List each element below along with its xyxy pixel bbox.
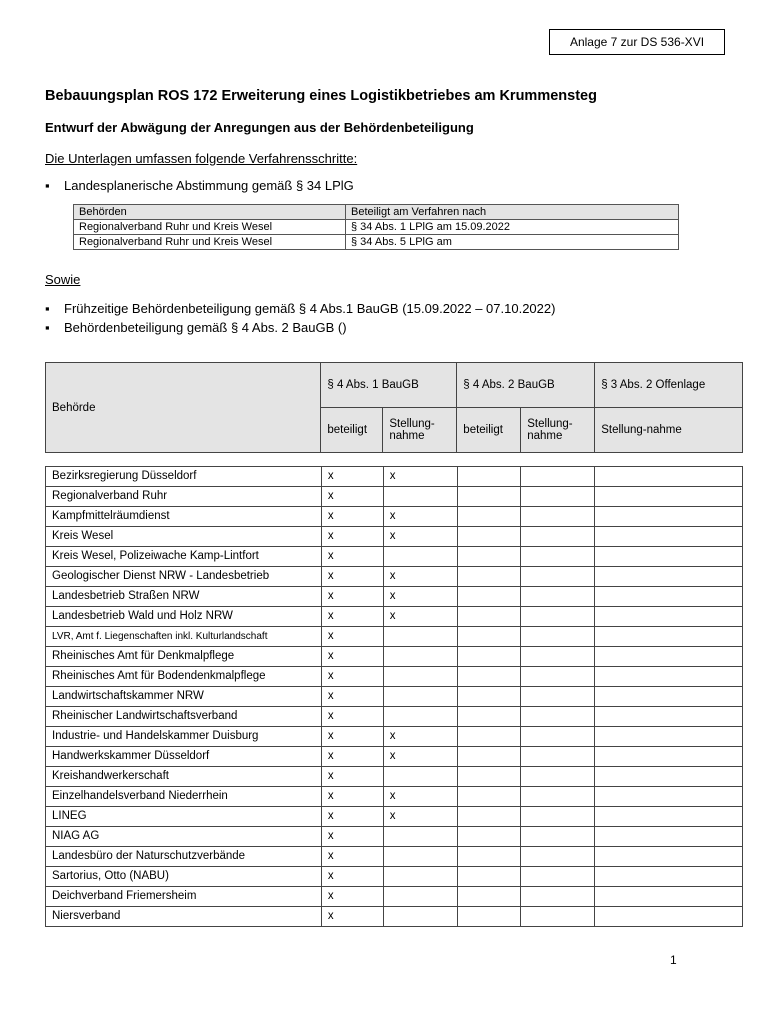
statement-3-2-cell bbox=[595, 467, 743, 487]
participated-4-2-cell bbox=[457, 627, 521, 647]
statement-4-2-cell bbox=[521, 907, 595, 927]
document-title: Bebauungsplan ROS 172 Erweiterung eines Logistikbetriebes am Krummensteg bbox=[45, 88, 597, 104]
section-heading-also: Sowie bbox=[45, 272, 81, 287]
statement-3-2-cell bbox=[595, 707, 743, 727]
participated-4-2-cell bbox=[457, 487, 521, 507]
table-cell: § 34 Abs. 5 LPlG am bbox=[346, 235, 679, 250]
participated-4-2-cell bbox=[457, 787, 521, 807]
table-row bbox=[74, 235, 679, 250]
column-group-4-2: § 4 Abs. 2 BauGB bbox=[457, 363, 595, 408]
participated-4-1-cell: x bbox=[321, 627, 383, 647]
statement-4-1-cell: x bbox=[383, 607, 457, 627]
statement-4-1-cell: x bbox=[383, 587, 457, 607]
subheader-statement: Stellung-nahme bbox=[521, 408, 595, 453]
participated-4-1-cell: x bbox=[321, 567, 383, 587]
table-row bbox=[46, 607, 743, 627]
statement-3-2-cell bbox=[595, 867, 743, 887]
participated-4-2-cell bbox=[457, 827, 521, 847]
table-row bbox=[46, 867, 743, 887]
participated-4-1-cell: x bbox=[321, 667, 383, 687]
participated-4-1-cell: x bbox=[321, 887, 383, 907]
statement-4-1-cell: x bbox=[383, 787, 457, 807]
participated-4-2-cell bbox=[457, 527, 521, 547]
statement-3-2-cell bbox=[595, 767, 743, 787]
statement-3-2-cell bbox=[595, 887, 743, 907]
participated-4-2-cell bbox=[457, 847, 521, 867]
table-row bbox=[74, 220, 679, 235]
statement-4-2-cell bbox=[521, 767, 595, 787]
statement-3-2-cell bbox=[595, 747, 743, 767]
table-row bbox=[46, 687, 743, 707]
participated-4-1-cell: x bbox=[321, 647, 383, 667]
column-group-4-1: § 4 Abs. 1 BauGB bbox=[321, 363, 457, 408]
participated-4-1-cell: x bbox=[321, 867, 383, 887]
participated-4-2-cell bbox=[457, 607, 521, 627]
statement-4-1-cell bbox=[383, 687, 457, 707]
statement-4-1-cell: x bbox=[383, 747, 457, 767]
participated-4-2-cell bbox=[457, 807, 521, 827]
page-number: 1 bbox=[670, 953, 677, 967]
participated-4-1-cell: x bbox=[321, 587, 383, 607]
statement-4-2-cell bbox=[521, 867, 595, 887]
participated-4-2-cell bbox=[457, 467, 521, 487]
statement-3-2-cell bbox=[595, 567, 743, 587]
participated-4-1-cell: x bbox=[321, 787, 383, 807]
subheader-participated: beteiligt bbox=[321, 408, 383, 453]
participated-4-2-cell bbox=[457, 507, 521, 527]
authority-name-cell: NIAG AG bbox=[46, 827, 322, 847]
statement-3-2-cell bbox=[595, 847, 743, 867]
statement-4-2-cell bbox=[521, 667, 595, 687]
authority-name-cell: Kampfmittelräumdienst bbox=[46, 507, 322, 527]
participated-4-1-cell: x bbox=[321, 907, 383, 927]
statement-3-2-cell bbox=[595, 587, 743, 607]
statement-4-2-cell bbox=[521, 747, 595, 767]
statement-4-2-cell bbox=[521, 587, 595, 607]
column-header-authority: Behörde bbox=[46, 363, 321, 453]
statement-4-2-cell bbox=[521, 707, 595, 727]
authority-name-cell: Rheinisches Amt für Denkmalpflege bbox=[46, 647, 322, 667]
statement-3-2-cell bbox=[595, 627, 743, 647]
participated-4-1-cell: x bbox=[321, 747, 383, 767]
table-cell: § 34 Abs. 1 LPlG am 15.09.2022 bbox=[346, 220, 679, 235]
statement-4-2-cell bbox=[521, 627, 595, 647]
statement-4-1-cell bbox=[383, 487, 457, 507]
subheader-participated: beteiligt bbox=[457, 408, 521, 453]
participated-4-2-cell bbox=[457, 747, 521, 767]
authority-name-cell: Kreis Wesel, Polizeiwache Kamp-Lintfort bbox=[46, 547, 322, 567]
statement-3-2-cell bbox=[595, 827, 743, 847]
bullet-text: Landesplanerische Abstimmung gemäß § 34 LPlG bbox=[64, 178, 354, 193]
authority-name-cell: Sartorius, Otto (NABU) bbox=[46, 867, 322, 887]
statement-4-2-cell bbox=[521, 887, 595, 907]
participated-4-2-cell bbox=[457, 727, 521, 747]
statement-3-2-cell bbox=[595, 547, 743, 567]
table-row bbox=[46, 827, 743, 847]
column-group-3-2: § 3 Abs. 2 Offenlage bbox=[595, 363, 743, 408]
subheader-statement: Stellung-nahme bbox=[595, 408, 743, 453]
authority-name-cell: Rheinisches Amt für Bodendenkmalpflege bbox=[46, 667, 322, 687]
participated-4-1-cell: x bbox=[321, 467, 383, 487]
statement-4-2-cell bbox=[521, 647, 595, 667]
table-row bbox=[46, 627, 743, 647]
participated-4-1-cell: x bbox=[321, 707, 383, 727]
statement-3-2-cell bbox=[595, 807, 743, 827]
statement-4-2-cell bbox=[521, 807, 595, 827]
table-row bbox=[46, 527, 743, 547]
authority-name-cell: Landwirtschaftskammer NRW bbox=[46, 687, 322, 707]
participated-4-2-cell bbox=[457, 687, 521, 707]
table-row bbox=[46, 767, 743, 787]
authority-name-cell: Niersverband bbox=[46, 907, 322, 927]
participated-4-1-cell: x bbox=[321, 507, 383, 527]
participated-4-2-cell bbox=[457, 767, 521, 787]
statement-4-2-cell bbox=[521, 727, 595, 747]
statement-4-2-cell bbox=[521, 787, 595, 807]
statement-4-1-cell bbox=[383, 627, 457, 647]
statement-3-2-cell bbox=[595, 487, 743, 507]
table-row bbox=[46, 547, 743, 567]
participated-4-2-cell bbox=[457, 547, 521, 567]
statement-4-1-cell bbox=[383, 547, 457, 567]
authority-name-cell: Kreis Wesel bbox=[46, 527, 322, 547]
statement-4-1-cell bbox=[383, 707, 457, 727]
authority-name-cell: Geologischer Dienst NRW - Landesbetrieb bbox=[46, 567, 322, 587]
bullet-text: Behördenbeteiligung gemäß § 4 Abs. 2 BauGB () bbox=[64, 320, 347, 335]
statement-4-1-cell bbox=[383, 907, 457, 927]
statement-4-1-cell bbox=[383, 667, 457, 687]
column-header-participated: Beteiligt am Verfahren nach bbox=[346, 205, 679, 220]
statement-4-2-cell bbox=[521, 847, 595, 867]
table-row bbox=[46, 787, 743, 807]
statement-4-1-cell bbox=[383, 827, 457, 847]
table-row bbox=[46, 847, 743, 867]
authority-name-cell: Einzelhandelsverband Niederrhein bbox=[46, 787, 322, 807]
bullet-icon: ▪ bbox=[45, 301, 50, 316]
table-row bbox=[46, 467, 743, 487]
statement-4-1-cell bbox=[383, 867, 457, 887]
authority-name-cell: Deichverband Friemersheim bbox=[46, 887, 322, 907]
subheader-statement: Stellung-nahme bbox=[383, 408, 457, 453]
statement-4-2-cell bbox=[521, 827, 595, 847]
document-subtitle: Entwurf der Abwägung der Anregungen aus der Behördenbeteiligung bbox=[45, 120, 474, 135]
statement-4-2-cell bbox=[521, 527, 595, 547]
participated-4-1-cell: x bbox=[321, 527, 383, 547]
table-row bbox=[46, 727, 743, 747]
statement-4-2-cell bbox=[521, 687, 595, 707]
statement-3-2-cell bbox=[595, 727, 743, 747]
bullet-item-participation bbox=[45, 320, 347, 335]
participated-4-1-cell: x bbox=[321, 487, 383, 507]
statement-3-2-cell bbox=[595, 607, 743, 627]
statement-4-2-cell bbox=[521, 487, 595, 507]
statement-4-2-cell bbox=[521, 507, 595, 527]
authority-name-cell: Regionalverband Ruhr bbox=[46, 487, 322, 507]
statement-3-2-cell bbox=[595, 687, 743, 707]
table-row bbox=[46, 507, 743, 527]
statement-3-2-cell bbox=[595, 647, 743, 667]
statement-3-2-cell bbox=[595, 667, 743, 687]
authority-name-cell: Handwerkskammer Düsseldorf bbox=[46, 747, 322, 767]
authority-name-cell: Bezirksregierung Düsseldorf bbox=[46, 467, 322, 487]
participated-4-2-cell bbox=[457, 907, 521, 927]
authority-name-cell: Kreishandwerkerschaft bbox=[46, 767, 322, 787]
participated-4-1-cell: x bbox=[321, 847, 383, 867]
participated-4-1-cell: x bbox=[321, 547, 383, 567]
statement-3-2-cell bbox=[595, 527, 743, 547]
participated-4-1-cell: x bbox=[321, 687, 383, 707]
statement-4-1-cell: x bbox=[383, 467, 457, 487]
statement-3-2-cell bbox=[595, 907, 743, 927]
participated-4-1-cell: x bbox=[321, 727, 383, 747]
authority-name-cell: Rheinischer Landwirtschaftsverband bbox=[46, 707, 322, 727]
table-cell: Regionalverband Ruhr und Kreis Wesel bbox=[74, 235, 346, 250]
participated-4-1-cell: x bbox=[321, 607, 383, 627]
authority-name-cell: Landesbüro der Naturschutzverbände bbox=[46, 847, 322, 867]
statement-4-2-cell bbox=[521, 607, 595, 627]
statement-3-2-cell bbox=[595, 507, 743, 527]
participated-4-2-cell bbox=[457, 667, 521, 687]
table-row bbox=[46, 667, 743, 687]
participated-4-2-cell bbox=[457, 647, 521, 667]
participated-4-1-cell: x bbox=[321, 767, 383, 787]
participated-4-2-cell bbox=[457, 707, 521, 727]
statement-4-1-cell bbox=[383, 847, 457, 867]
authority-table-header bbox=[45, 362, 743, 453]
table-row bbox=[46, 647, 743, 667]
statement-4-2-cell bbox=[521, 467, 595, 487]
table-row bbox=[46, 567, 743, 587]
bullet-text: Frühzeitige Behördenbeteiligung gemäß § 4 Abs.1 BauGB (15.09.2022 – 07.10.2022) bbox=[64, 301, 556, 316]
table-row bbox=[46, 807, 743, 827]
annex-label: Anlage 7 zur DS 536-XVI bbox=[549, 29, 725, 55]
authority-name-cell: LINEG bbox=[46, 807, 322, 827]
authority-table bbox=[45, 466, 743, 927]
participated-4-2-cell bbox=[457, 587, 521, 607]
authority-name-cell: Industrie- und Handelskammer Duisburg bbox=[46, 727, 322, 747]
table-row bbox=[46, 907, 743, 927]
statement-4-2-cell bbox=[521, 547, 595, 567]
table-row bbox=[46, 487, 743, 507]
authority-name-cell: Landesbetrieb Straßen NRW bbox=[46, 587, 322, 607]
table-row bbox=[46, 587, 743, 607]
table-row bbox=[46, 747, 743, 767]
statement-4-1-cell bbox=[383, 887, 457, 907]
section-heading-procedures: Die Unterlagen umfassen folgende Verfahrensschritte: bbox=[45, 151, 358, 166]
bullet-item-state-planning bbox=[45, 178, 354, 193]
participated-4-2-cell bbox=[457, 887, 521, 907]
participated-4-2-cell bbox=[457, 567, 521, 587]
statement-4-1-cell: x bbox=[383, 507, 457, 527]
statement-4-1-cell: x bbox=[383, 807, 457, 827]
state-planning-table bbox=[73, 204, 679, 250]
statement-4-1-cell: x bbox=[383, 727, 457, 747]
authority-name-cell: LVR, Amt f. Liegenschaften inkl. Kulturlandschaft bbox=[46, 627, 322, 647]
authority-name-cell: Landesbetrieb Wald und Holz NRW bbox=[46, 607, 322, 627]
participated-4-1-cell: x bbox=[321, 807, 383, 827]
statement-4-1-cell bbox=[383, 767, 457, 787]
statement-4-1-cell bbox=[383, 647, 457, 667]
participated-4-1-cell: x bbox=[321, 827, 383, 847]
bullet-item-early-participation bbox=[45, 301, 555, 316]
table-header-row bbox=[74, 205, 679, 220]
table-cell: Regionalverband Ruhr und Kreis Wesel bbox=[74, 220, 346, 235]
table-row bbox=[46, 707, 743, 727]
participated-4-2-cell bbox=[457, 867, 521, 887]
bullet-icon: ▪ bbox=[45, 178, 50, 193]
statement-3-2-cell bbox=[595, 787, 743, 807]
statement-4-2-cell bbox=[521, 567, 595, 587]
column-header-authorities: Behörden bbox=[74, 205, 346, 220]
table-row bbox=[46, 887, 743, 907]
statement-4-1-cell: x bbox=[383, 567, 457, 587]
bullet-icon: ▪ bbox=[45, 320, 50, 335]
statement-4-1-cell: x bbox=[383, 527, 457, 547]
